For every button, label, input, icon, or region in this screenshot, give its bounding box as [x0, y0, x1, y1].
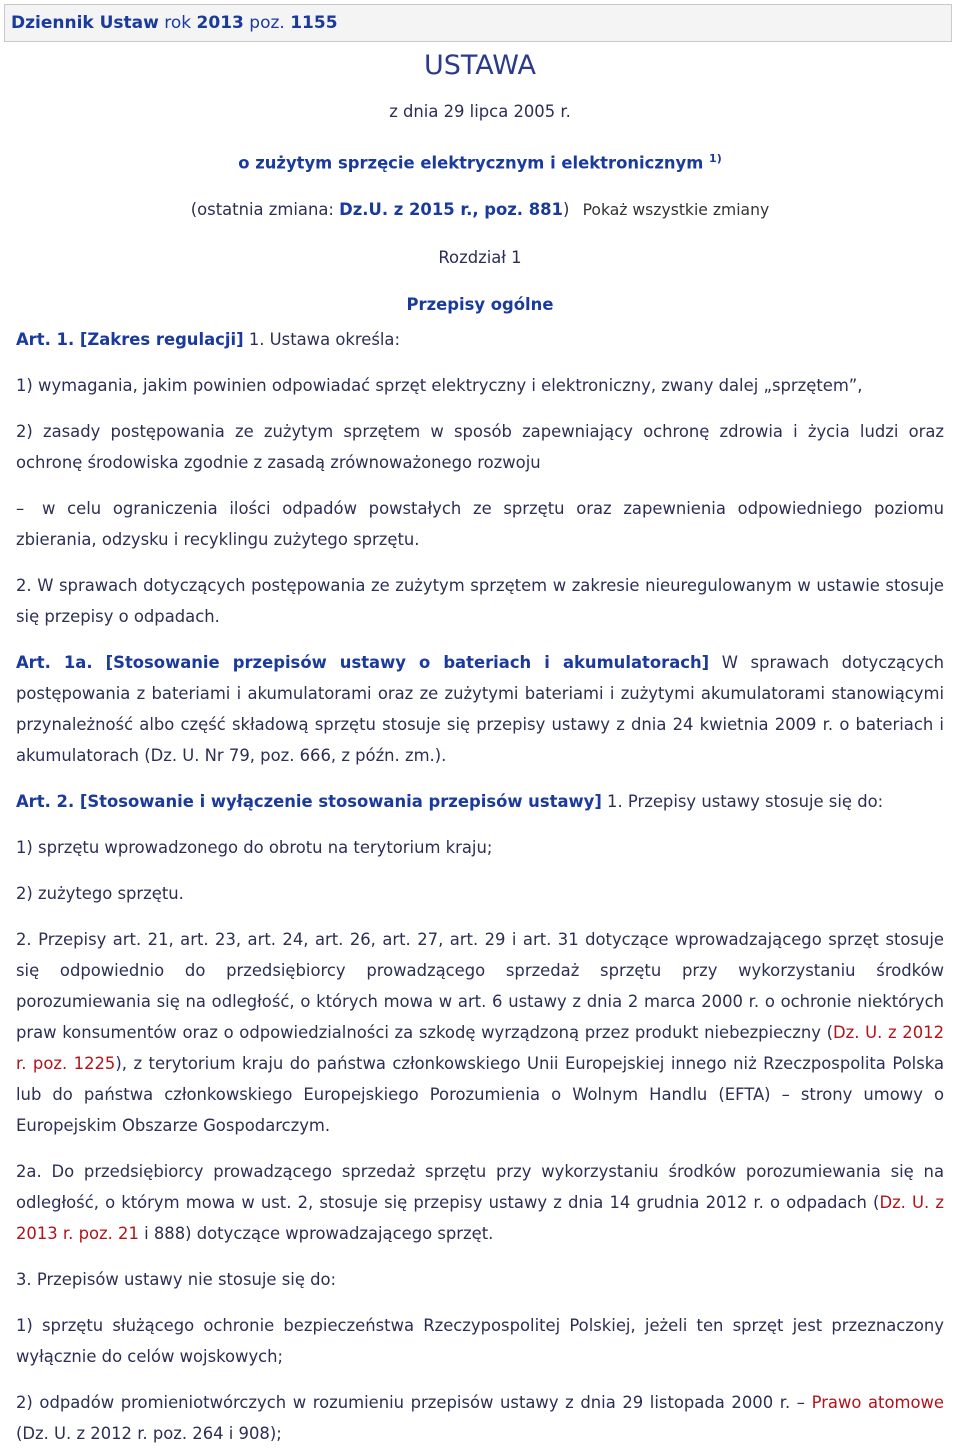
- art2-section-3-point-2-text-b: (Dz. U. z 2012 r. poz. 264 i 908);: [16, 1424, 282, 1444]
- art2-intro: 1. Przepisy ustawy stosuje się do:: [607, 792, 884, 812]
- art1-dash-item: [16, 493, 944, 555]
- art2-heading: Art. 2. [Stosowanie i wyłączenie stosowania przepisów ustawy]: [16, 792, 602, 812]
- act-content: [16, 42, 944, 1449]
- art2-section-3: 3. Przepisów ustawy nie stosuje się do:: [16, 1270, 337, 1290]
- art1-section-2: 2. W sprawach dotyczących postępowania ze zużytym sprzętem w zakresie nieuregulowanym w ustawie stosuje się przepisy o odpadach.: [16, 576, 944, 627]
- last-change: [16, 194, 944, 226]
- act-subject-text: o zużytym sprzęcie elektrycznym i elektronicznym: [238, 153, 704, 173]
- year-label: rok: [164, 13, 192, 33]
- chapter-name: Przepisy ogólne: [406, 295, 554, 315]
- art2-section-3-point-1: 1) sprzętu służącego ochronie bezpieczeństwa Rzeczypospolitej Polskiej, jeżeli ten sprzęt jest przeznaczony wyłącznie do celów wojskowych;: [16, 1316, 944, 1367]
- art1a-paragraph: [16, 647, 944, 771]
- document-header: [4, 4, 952, 42]
- art1-intro: 1. Ustawa określa:: [248, 330, 400, 350]
- journal-year: 2013: [196, 13, 244, 33]
- art2-section-3-point-2: [16, 1387, 944, 1449]
- act-title: USTAWA: [424, 50, 536, 81]
- art1a-text: W sprawach dotyczących postępowania z bateriami i akumulatorami oraz ze zużytymi bateriami i zużytymi akumulatorami stanowiącymi przynależność albo część składową sprzętu stosuje się przepisy ustawy z dnia 24 kwietnia 2009 r. o bateriach i akumulatorach (Dz. U. Nr 79, poz. 666, z późn. zm.).: [16, 653, 944, 766]
- art1-point-1: 1) wymagania, jakim powinien odpowiadać sprzęt elektryczny i elektroniczny, zwany dalej „sprzętem”,: [16, 376, 863, 396]
- art1-point-2: 2) zasady postępowania ze zużytym sprzętem w sposób zapewniający ochronę zdrowia i życia ludzi oraz ochronę środowiska zgodnie z zasadą zrównoważonego rozwoju: [16, 422, 944, 473]
- dash-mark: –: [16, 499, 25, 519]
- prawo-atomowe-link[interactable]: Prawo atomowe: [811, 1393, 944, 1413]
- art2-point-2: 2) zużytego sprzętu.: [16, 884, 184, 904]
- art2-paragraph: [16, 786, 944, 817]
- journal-position: 1155: [290, 13, 338, 33]
- chapter-number: Rozdział 1: [438, 248, 522, 268]
- art1-dash-text: w celu ograniczenia ilości odpadów powstałych ze sprzętu oraz zapewnienia odpowiedniego poziomu zbierania, odzysku i recyklingu zużytego sprzętu.: [16, 499, 944, 550]
- art2-point-1: 1) sprzętu wprowadzonego do obrotu na terytorium kraju;: [16, 838, 493, 858]
- pos-label: poz.: [249, 13, 285, 33]
- last-change-ref[interactable]: Dz.U. z 2015 r., poz. 881: [339, 200, 563, 220]
- art1a-heading: Art. 1a. [Stosowanie przepisów ustawy o bateriach i akumulatorach]: [16, 653, 710, 673]
- art1-heading: Art. 1. [Zakres regulacji]: [16, 330, 244, 350]
- act-subject: [16, 143, 944, 178]
- last-change-open: (ostatnia zmiana:: [190, 200, 334, 220]
- art2-section-2-text-b: ), z terytorium kraju do państwa członkowskiego Unii Europejskiej innego niż Rzeczpospolita Polska lub do państwa członkowskiego Europejskiego Porozumienia o Wolnym Handlu (EFTA) – strony umowy o Europejskim Obszarze Gospodarczym.: [16, 1054, 944, 1136]
- art2-section-2-text-a: 2. Przepisy art. 21, art. 23, art. 24, art. 26, art. 27, art. 29 i art. 31 dotyczące wprowadzającego sprzęt stosuje się odpowiednio do przedsiębiorcy prowadzącego sprzedaż sprzętu przy wykorzystaniu środków porozumiewania się na odległość, o których mowa w art. 6 ustawy z dnia 2 marca 2000 r. o ochronie niektórych praw konsumentów oraz o odpowiedzialności za szkodę wyrządzoną przez produkt niebezpieczny (: [16, 930, 944, 1043]
- footnote-link[interactable]: 1): [709, 152, 722, 165]
- art2-section-2a: [16, 1156, 944, 1249]
- art2-section-3-point-2-text-a: 2) odpadów promieniotwórczych w rozumieniu przepisów ustawy z dnia 29 listopada 2000 r. –: [16, 1393, 812, 1413]
- art1-paragraph: [16, 324, 944, 355]
- last-change-close: ): [562, 200, 570, 220]
- journal-name: Dziennik Ustaw: [11, 13, 159, 33]
- show-all-changes-link[interactable]: Pokaż wszystkie zmiany: [582, 201, 770, 220]
- art2-section-2a-text-b: i 888) dotyczące wprowadzającego sprzęt.: [138, 1224, 494, 1244]
- art2-section-2a-link[interactable]: Dz. U. z 2013 r. poz. 21: [16, 1193, 944, 1244]
- art2-section-2: [16, 924, 944, 1141]
- art2-section-2a-text-a: 2a. Do przedsiębiorcy prowadzącego sprzedaż sprzętu przy wykorzystaniu środków porozumiewania się na odległość, o którym mowa w ust. 2, stosuje się przepisy ustawy z dnia 14 grudnia 2012 r. o odpadach (: [16, 1162, 944, 1213]
- art2-section-2-link[interactable]: Dz. U. z 2012 r. poz. 1225: [16, 1023, 945, 1074]
- act-date: z dnia 29 lipca 2005 r.: [389, 102, 571, 121]
